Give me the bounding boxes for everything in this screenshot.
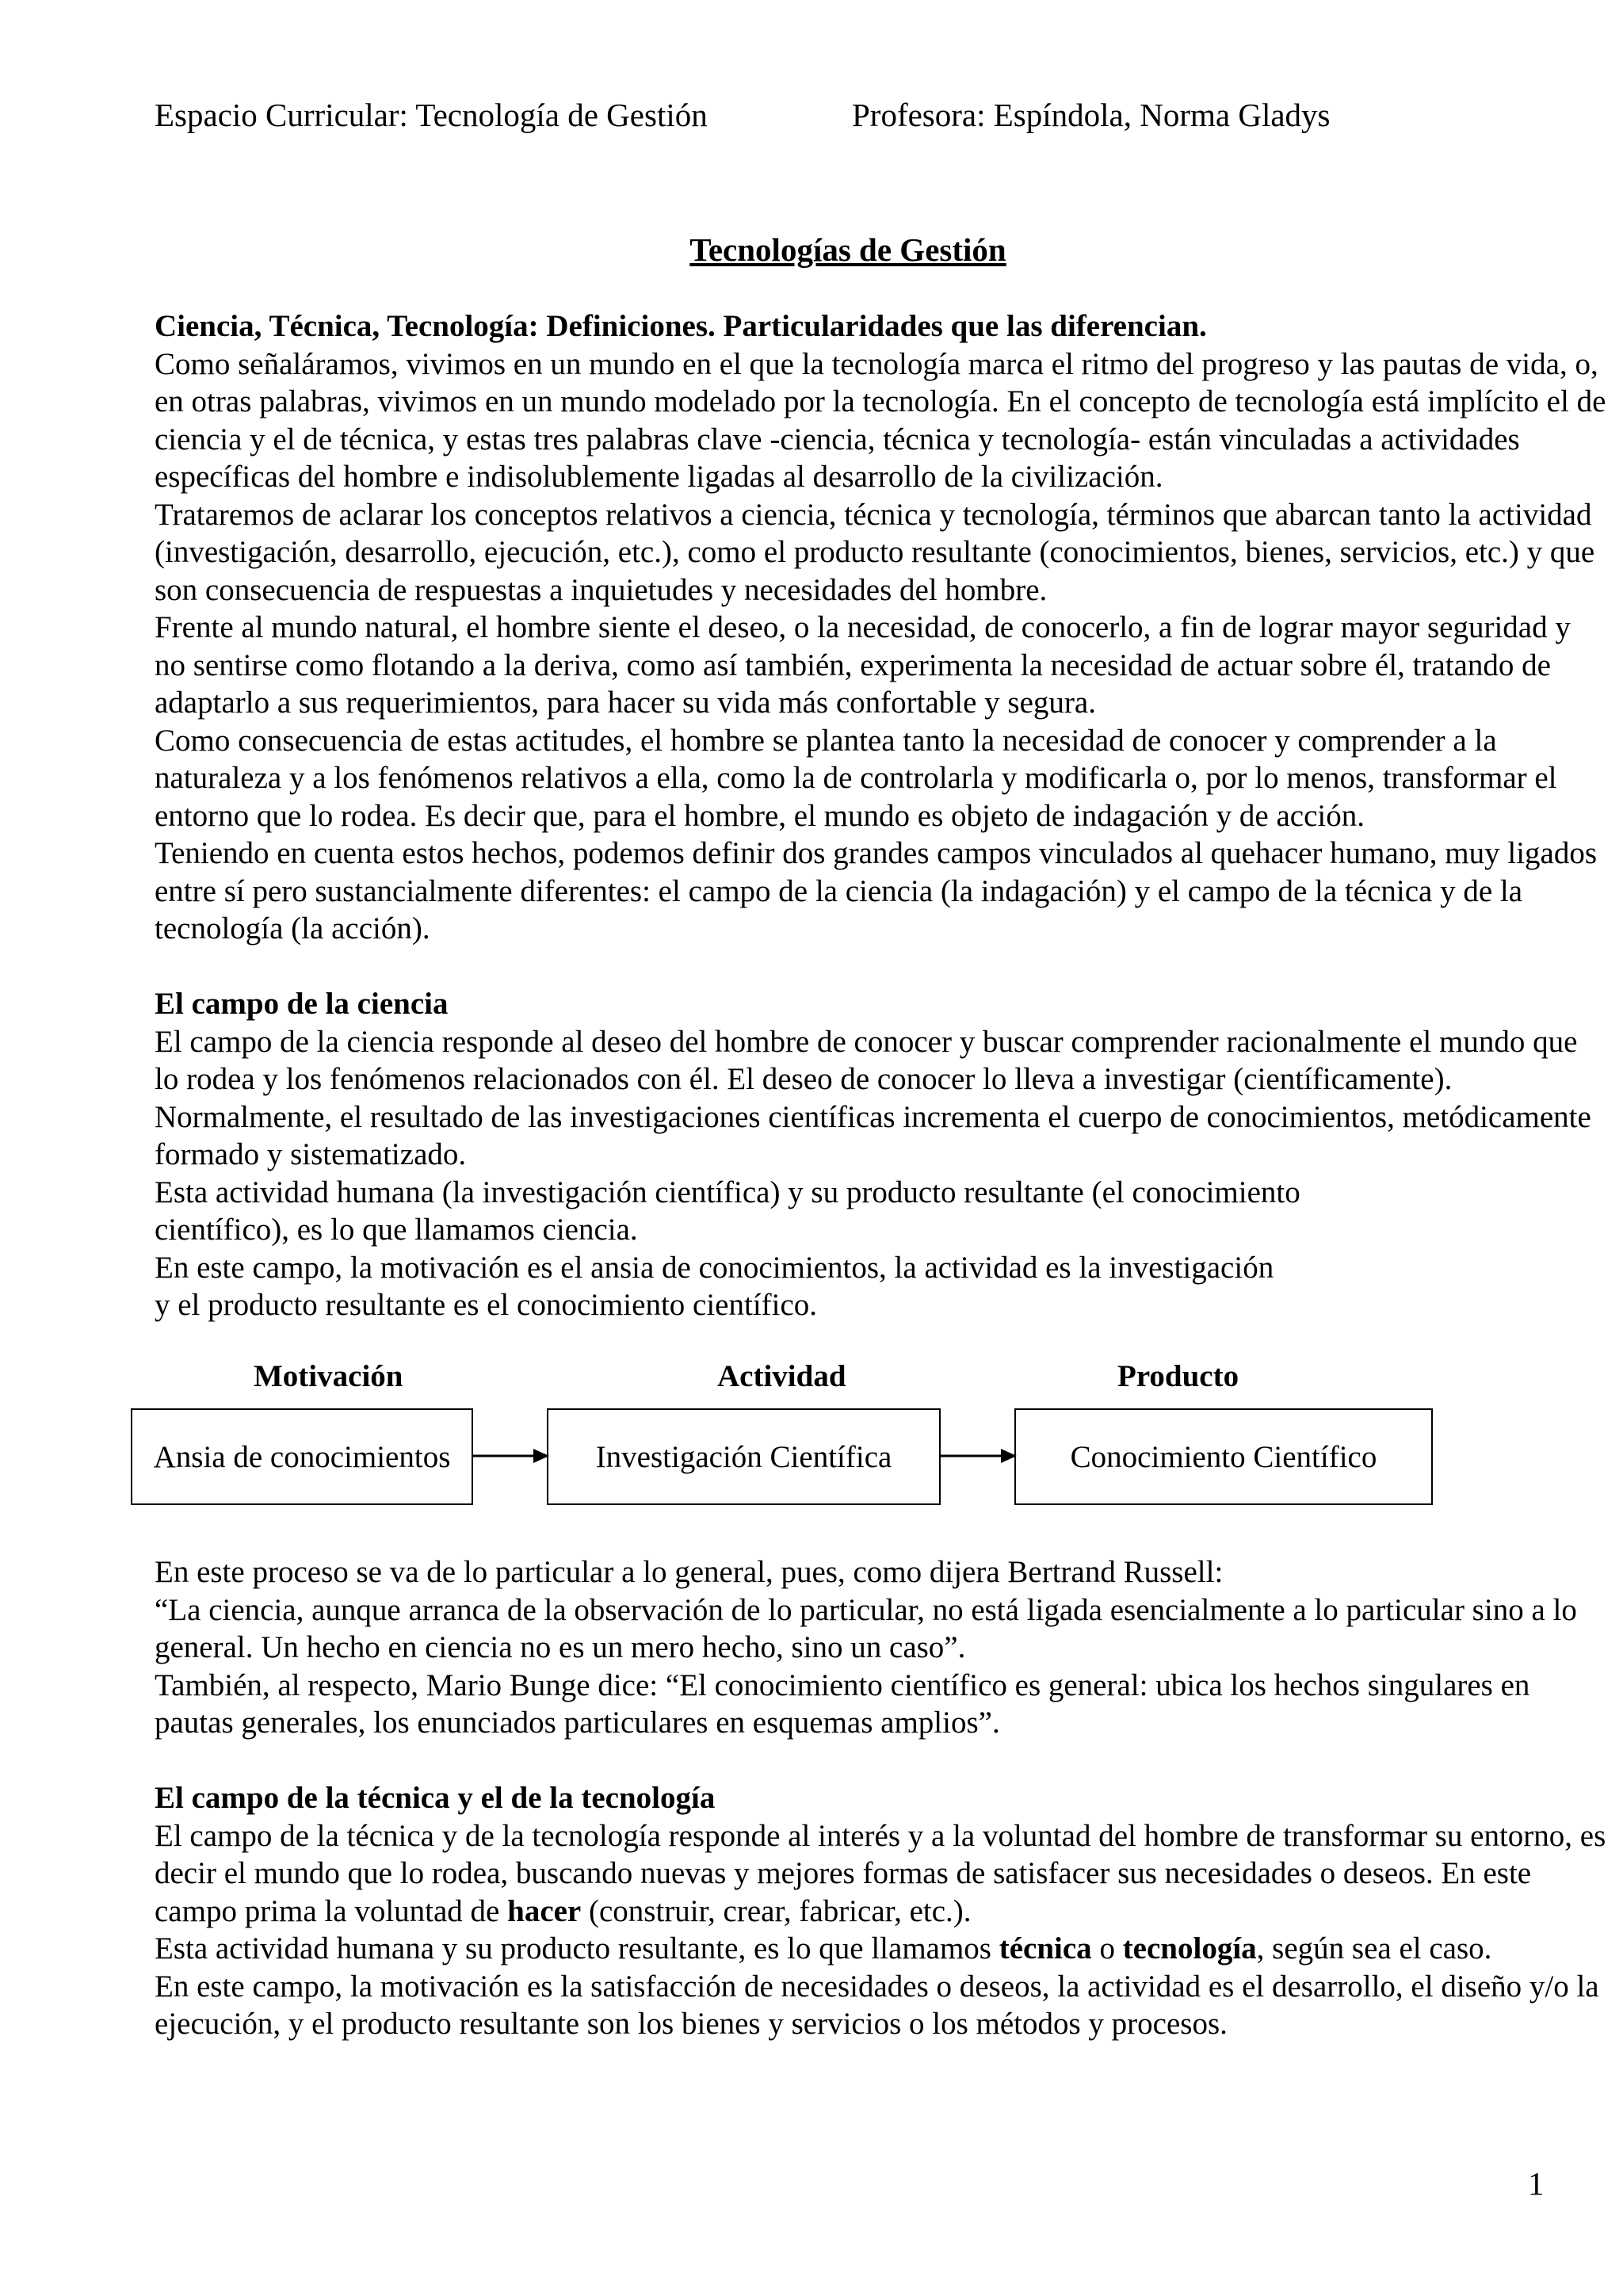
- diagram-box-motivacion: [131, 1408, 473, 1505]
- ciencia-heading: El campo de la ciencia: [155, 987, 449, 1021]
- header-course: Espacio Curricular: Tecnología de Gestión: [155, 97, 708, 133]
- intro-paragraph-5: Teniendo en cuenta estos hechos, podemos definir dos grandes campos vinculados al quehacer humano, muy ligados entre sí pero sustancialmente diferentes: el campo de la ciencia (la indagación) y el campo de la técnica y de la tecnología (la acción).: [155, 836, 1598, 946]
- diagram-box-actividad: [547, 1408, 941, 1505]
- tecnica-p1-text: El campo de la técnica y de la tecnología responde al interés y a la voluntad del hombre de transformar su entorno, es decir el mundo que lo rodea, buscando nuevas y mejores formas de satisfacer sus necesidades o deseos. En este campo prima la voluntad de: [155, 1818, 1606, 1928]
- diagram-box-motivacion-text: Ansia de conocimientos: [153, 1439, 451, 1474]
- ciencia-paragraph-3b: y el producto resultante es el conocimiento científico.: [155, 1288, 818, 1322]
- diagram-box-producto-text: Conocimiento Científico: [1070, 1439, 1377, 1474]
- tecnica-p1-tail: (construir, crear, fabricar, etc.).: [581, 1893, 972, 1928]
- proceso-paragraph-1: En este proceso se va de lo particular a lo general, pues, como dijera Bertrand Russell:: [155, 1555, 1224, 1589]
- diagram-box-producto: [1014, 1408, 1433, 1505]
- page-number: 1: [1528, 2165, 1545, 2202]
- tecnica-p2-bold-1: técnica: [999, 1931, 1092, 1966]
- intro-section: [155, 308, 1609, 1324]
- ciencia-paragraph-2a: Esta actividad humana (la investigación científica) y su producto resultante (el conocimiento: [155, 1175, 1300, 1209]
- intro-paragraph-2: Trataremos de aclarar los conceptos relativos a ciencia, técnica y tecnología, términos que abarcan tanto la actividad (investigación, desarrollo, ejecución, etc.), como el producto resultante (conocimientos, bienes, servicios, etc.) y que son consecuencia de respuestas a inquietudes y necesidades del hombre.: [155, 497, 1595, 607]
- russell-quote: “La ciencia, aunque arranca de la observación de lo particular, no está ligada esencialmente a lo particular sino a lo general. Un hecho en ciencia no es un mero hecho, sino un caso”.: [155, 1592, 1577, 1664]
- tecnica-p2-text: Esta actividad humana y su producto resultante, es lo que llamamos: [155, 1931, 999, 1966]
- diagram-arrow-2: [941, 1444, 1017, 1468]
- tecnica-heading: El campo de la técnica y el de la tecnología: [155, 1781, 716, 1815]
- diagram-arrow-1: [473, 1444, 549, 1468]
- intro-paragraph-3: Frente al mundo natural, el hombre siente el deseo, o la necesidad, de conocerlo, a fin de lograr mayor seguridad y no sentirse como flotando a la deriva, como así también, experimenta la necesidad de actuar sobre él, tratando de adaptarlo a sus requerimientos, para hacer su vida más confortable y segura.: [155, 610, 1571, 720]
- tecnica-p2-mid: o: [1091, 1931, 1123, 1966]
- header-teacher: Profesora: Espíndola, Norma Gladys: [852, 97, 1331, 133]
- tecnica-paragraph-2: [155, 1930, 1609, 1968]
- ciencia-paragraph-2b: científico), es lo que llamamos ciencia.: [155, 1213, 638, 1247]
- tecnica-p2-bold-2: tecnología: [1122, 1931, 1257, 1966]
- diagram-label-actividad: Actividad: [717, 1359, 846, 1393]
- tecnica-p1-bold: hacer: [507, 1893, 582, 1928]
- ciencia-paragraph-1: El campo de la ciencia responde al deseo del hombre de conocer y buscar comprender racionalmente el mundo que lo rodea y los fenómenos relacionados con él. El deseo de conocer lo lleva a investigar (científicamente). Normalmente, el resultado de las investigaciones científicas incrementa el cuerpo de conocimientos, metódicamente formado y sistematizado.: [155, 1024, 1591, 1171]
- ciencia-paragraph-3a: En este campo, la motivación es el ansia de conocimientos, la actividad es la investigación: [155, 1250, 1274, 1285]
- diagram-box-actividad-text: Investigación Científica: [595, 1439, 892, 1474]
- intro-heading: Ciencia, Técnica, Tecnología: Definiciones. Particularidades que las diferencian.: [155, 309, 1207, 343]
- proceso-section: [155, 1553, 1609, 2043]
- tecnica-paragraph-3: En este campo, la motivación es la satisfacción de necesidades o deseos, la actividad es el desarrollo, el diseño y/o la ejecución, y el producto resultante son los bienes y servicios o los métodos y procesos.: [155, 1969, 1599, 2041]
- tecnica-paragraph-1: [155, 1817, 1609, 1931]
- page-title: Tecnologías de Gestión: [689, 231, 1006, 268]
- intro-paragraph-1: Como señaláramos, vivimos en un mundo en el que la tecnología marca el ritmo del progreso y las pautas de vida, o, en otras palabras, vivimos en un mundo modelado por la tecnología. En el concepto de tecnología está implícito el de ciencia y el de técnica, y estas tres palabras clave -ciencia, técnica y tecnología- están vinculadas a actividades específicas del hombre e indisolublemente ligadas al desarrollo de la civilización.: [155, 346, 1606, 494]
- diagram-label-motivacion: Motivación: [254, 1359, 403, 1393]
- bunge-quote: También, al respecto, Mario Bunge dice: “El conocimiento científico es general: ubica los hechos singulares en pautas generales, los enunciados particulares en esquemas amplios”.: [155, 1668, 1530, 1740]
- diagram-label-producto: Producto: [1117, 1359, 1239, 1393]
- intro-paragraph-4: Como consecuencia de estas actitudes, el hombre se plantea tanto la necesidad de conocer y comprender a la naturaleza y a los fenómenos relativos a ella, como la de controlarla y modificarla o, por lo menos, transformar el entorno que lo rodea. Es decir que, para el hombre, el mundo es objeto de indagación y de acción.: [155, 723, 1557, 833]
- tecnica-p2-tail: , según sea el caso.: [1256, 1931, 1492, 1966]
